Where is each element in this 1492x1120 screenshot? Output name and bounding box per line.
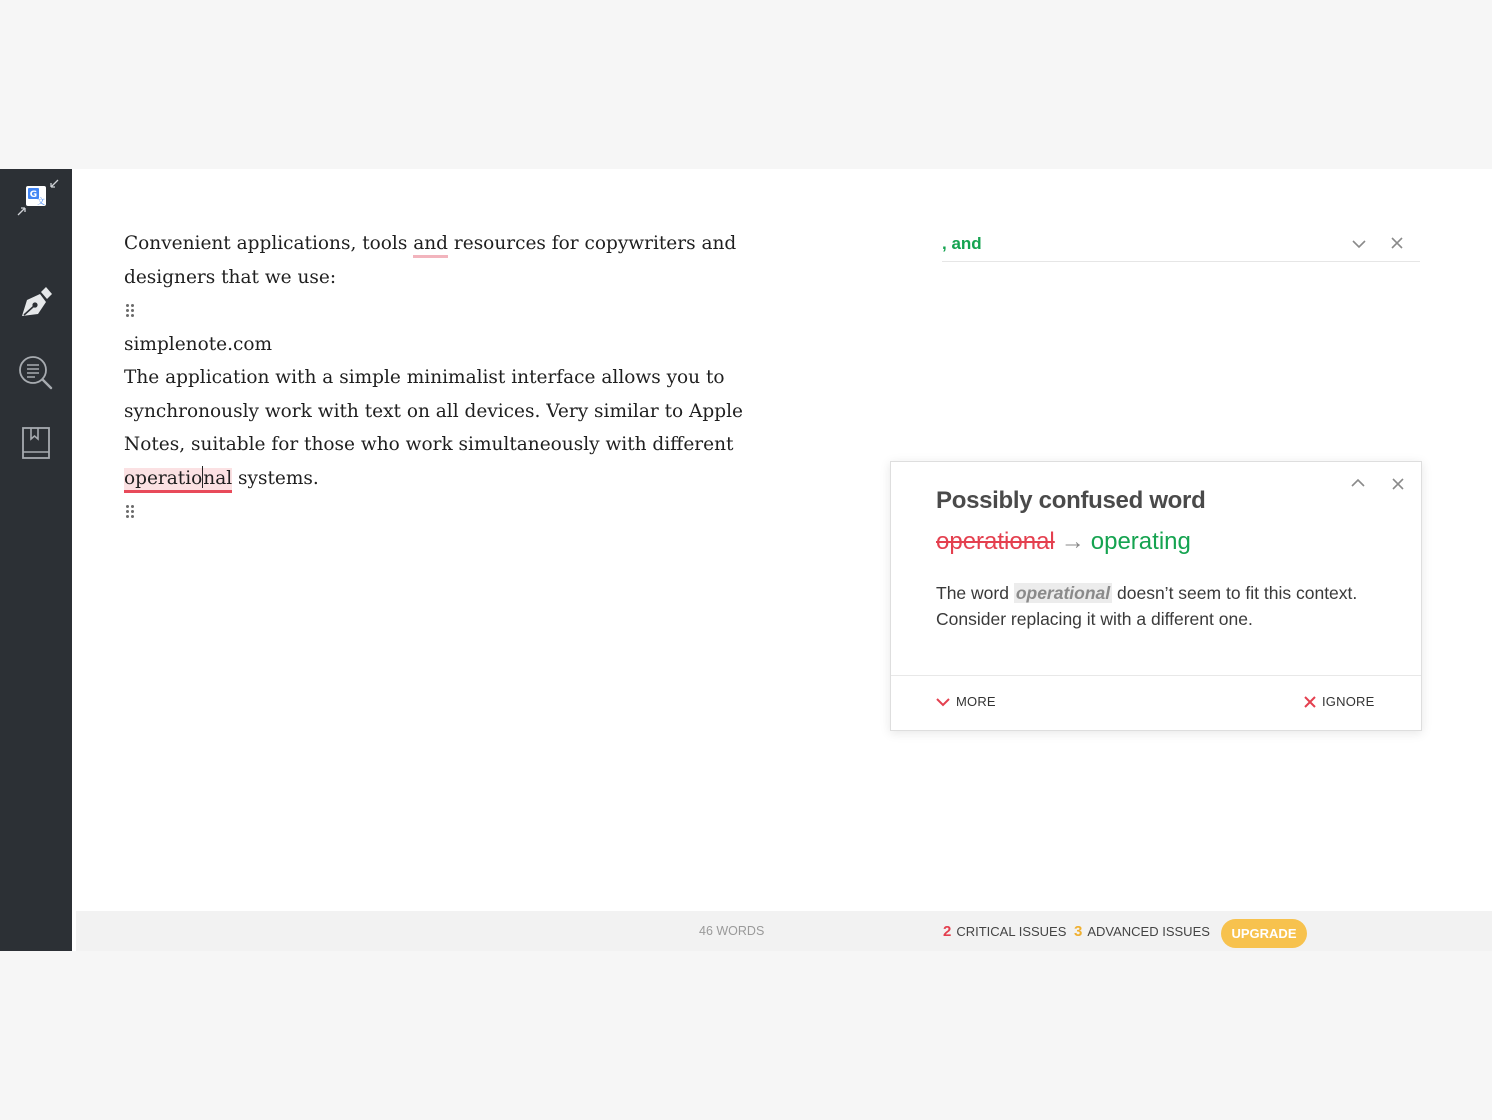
upgrade-button[interactable]: UPGRADE: [1221, 919, 1307, 948]
collapse-button[interactable]: [1347, 472, 1369, 494]
advanced-issues[interactable]: [1074, 923, 1210, 940]
flagged-word-operational[interactable]: [124, 468, 232, 493]
critical-count: 2: [943, 923, 952, 940]
arrow-icon: →: [1060, 528, 1085, 555]
text-run: The word: [936, 583, 1014, 603]
paragraph: [124, 361, 744, 495]
highlighted-word: operational: [1015, 583, 1111, 603]
app-window: [0, 169, 1492, 951]
paragraph: [124, 328, 744, 362]
text-run: systems.: [232, 467, 319, 489]
critical-issues[interactable]: [943, 923, 1066, 940]
more-button[interactable]: [936, 694, 996, 709]
text-run: resources for copywriters and designers that we use:: [124, 233, 737, 288]
paragraph: [124, 227, 744, 294]
sidebar-write-button[interactable]: [0, 274, 72, 330]
pen-icon: [16, 282, 56, 322]
incorrect-word: operational: [936, 528, 1055, 555]
advanced-label: ADVANCED ISSUES: [1087, 924, 1210, 939]
word-count: 46 WORDS: [699, 924, 765, 938]
ignore-label: IGNORE: [1322, 694, 1375, 709]
advanced-count: 3: [1074, 923, 1083, 940]
drag-handle-icon: [126, 505, 134, 518]
flagged-word-and[interactable]: and: [413, 233, 448, 258]
explanation-text: [936, 580, 1386, 632]
text-run: doesn’t seem to fit this context. Consider replacing it with a different one.: [936, 583, 1358, 629]
correction-line: [936, 528, 1191, 556]
translate-extension-button[interactable]: [0, 169, 72, 229]
card-title: Possibly confused word: [936, 487, 1206, 514]
chevron-down-icon: [936, 697, 950, 707]
book-icon: [16, 423, 56, 463]
svg-text:G: G: [29, 190, 38, 200]
text-run: The application with a simple minimalist interface allows you to synchronously work with text on all devices. Very similar to Apple Notes, suitable for those who work simultaneously with different: [124, 367, 743, 455]
more-label: MORE: [956, 694, 996, 709]
document-editor[interactable]: [124, 227, 744, 529]
status-bar: [76, 911, 1492, 951]
paragraph-drag-handle[interactable]: [124, 294, 744, 328]
sidebar-review-button[interactable]: [0, 345, 72, 401]
suggestion-collapsed[interactable]: [942, 229, 1420, 262]
search-document-icon: [16, 353, 56, 393]
flagged-text: nal: [203, 467, 233, 489]
chevron-down-icon: [1351, 236, 1367, 252]
translate-icon: [6, 169, 66, 229]
sidebar: [0, 169, 72, 951]
close-card-button[interactable]: [1387, 473, 1409, 495]
text-run: Convenient applications, tools: [124, 233, 414, 254]
chevron-up-icon: [1350, 475, 1366, 491]
dismiss-button[interactable]: [1386, 232, 1408, 254]
svg-text:文: 文: [37, 197, 45, 206]
flagged-text: operatio: [124, 467, 203, 489]
text-run: simplenote.com: [124, 333, 273, 355]
suggestion-card: [890, 461, 1422, 731]
drag-handle-icon: [126, 304, 134, 317]
close-icon: [1390, 236, 1404, 250]
paragraph-drag-handle[interactable]: [124, 495, 744, 529]
expand-button[interactable]: [1348, 233, 1370, 255]
close-icon: [1304, 696, 1316, 708]
card-footer: [891, 675, 1421, 731]
sidebar-dictionary-button[interactable]: [0, 415, 72, 471]
critical-label: CRITICAL ISSUES: [956, 924, 1067, 939]
ignore-button[interactable]: [1304, 694, 1374, 709]
replacement-word[interactable]: operating: [1090, 528, 1191, 555]
suggestion-collapsed-text: , and: [942, 234, 982, 253]
close-icon: [1391, 477, 1405, 491]
